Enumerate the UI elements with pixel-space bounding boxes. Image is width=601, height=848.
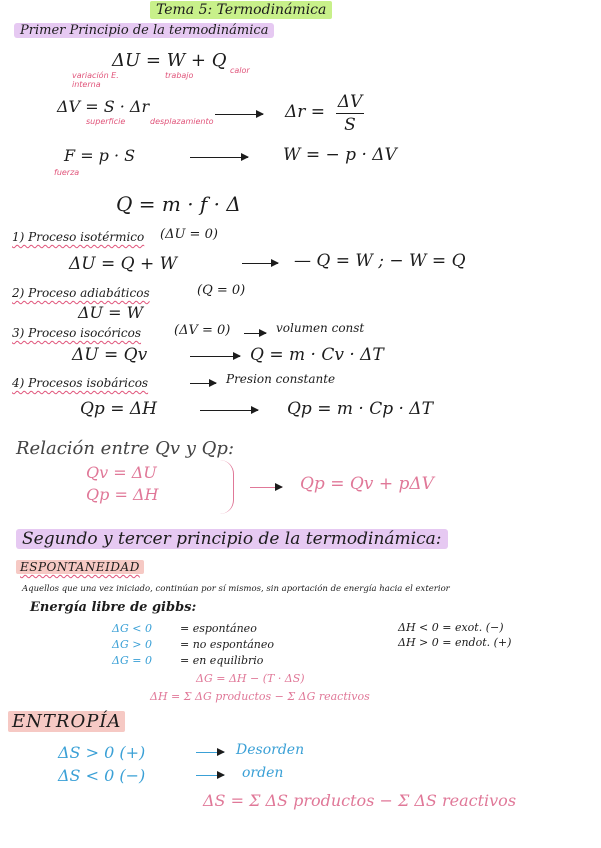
frac-den: S — [344, 115, 356, 135]
p3-eq: ΔU = Qv — [72, 345, 148, 365]
primer-heading: Primer Principio de la termodinámica — [14, 23, 274, 38]
g1r: = espontáneo — [180, 622, 257, 635]
p4-note: Presion constante — [226, 372, 336, 386]
arrow-icon — [215, 114, 263, 115]
arrow-icon — [196, 775, 224, 776]
g3: ΔG = 0 — [112, 654, 152, 667]
label-du: variación E. interna — [72, 71, 119, 89]
g3r: = en equilibrio — [180, 654, 264, 667]
p4-res: Qp = m · Cp · ΔT — [287, 399, 433, 419]
arrow-icon — [200, 410, 258, 411]
p3-res: Q = m · Cv · ΔT — [250, 345, 384, 365]
espont-heading: ESPONTANEIDAD — [16, 560, 144, 574]
relacion-line2: Qp = ΔH — [86, 485, 159, 504]
label-dr: desplazamiento — [150, 117, 214, 126]
entropia-e2: ΔS < 0 (−) — [58, 766, 146, 785]
arrow-icon — [250, 487, 282, 488]
g2: ΔG > 0 — [112, 638, 152, 651]
dh-eq: ΔH = Σ ΔG productos − Σ ΔG reactivos — [150, 690, 370, 703]
p1-eq: ΔU = Q + W — [69, 254, 178, 274]
entropia-e2r: orden — [242, 765, 284, 781]
arrow-icon — [190, 157, 248, 158]
relacion-result: Qp = Qv + pΔV — [300, 474, 434, 494]
label-s: superficie — [86, 117, 126, 126]
arrow-icon — [196, 752, 224, 753]
p3-title: 3) Proceso isocóricos — [12, 326, 142, 340]
fraction — [336, 92, 364, 135]
arrow-icon — [190, 383, 216, 384]
label-q: calor — [230, 66, 250, 75]
relacion-line1: Qv = ΔU — [86, 463, 157, 482]
g2r: = no espontáneo — [180, 638, 275, 651]
frac-lhs: Δr = — [285, 102, 326, 122]
p1-title: 1) Proceso isotérmico — [12, 230, 145, 244]
p2-eq: ΔU = W — [78, 303, 144, 322]
frac-num: ΔV — [337, 92, 363, 112]
page-title: Tema 5: Termodinámica — [150, 2, 332, 18]
arrow-icon — [244, 333, 266, 334]
eq-dv: ΔV = S · Δr — [57, 97, 150, 116]
p2-cond: (Q = 0) — [197, 283, 246, 298]
p3-cond: (ΔV = 0) — [174, 323, 231, 338]
label-w: trabajo — [165, 71, 194, 80]
gibbs-heading: Energía libre de gibbs: — [30, 600, 197, 615]
relacion-heading: Relación entre Qv y Qp: — [16, 438, 235, 459]
p1-cond: (ΔU = 0) — [160, 227, 218, 242]
espont-definition: Aquellos que una vez iniciado, continúan por sí mismos, sin aportación de energía hacia el exterior — [22, 584, 450, 594]
eq-wp: W = − p · ΔV — [283, 145, 397, 165]
arrow-icon — [190, 356, 240, 357]
label-f: fuerza — [54, 168, 80, 177]
entropia-e1: ΔS > 0 (+) — [58, 743, 146, 762]
entropia-e1r: Desorden — [236, 742, 305, 758]
eq-f: F = p · S — [64, 146, 136, 165]
p4-title: 4) Procesos isobáricos — [12, 376, 149, 390]
entropia-heading: ENTROPÍA — [8, 711, 125, 732]
g1: ΔG < 0 — [112, 622, 152, 635]
p3-note: volumen const — [276, 321, 365, 335]
dg-eq: ΔG = ΔH − (T · ΔS) — [196, 672, 305, 685]
eq-main: ΔU = W + Q — [112, 50, 227, 71]
eq-q: Q = m · f · Δ — [116, 192, 241, 216]
curly-brace-icon — [219, 460, 234, 514]
h1: ΔH < 0 = exot. (−) — [398, 621, 504, 634]
entropia-eq: ΔS = Σ ΔS productos − Σ ΔS reactivos — [203, 791, 517, 810]
p1-res: — Q = W ; − W = Q — [294, 251, 466, 271]
h2: ΔH > 0 = endot. (+) — [398, 636, 512, 649]
p2-title: 2) Proceso adiabáticos — [12, 286, 150, 300]
arrow-icon — [242, 263, 278, 264]
segundo-heading: Segundo y tercer principio de la termodinámica: — [16, 529, 448, 549]
p4-eq: Qp = ΔH — [80, 399, 157, 419]
